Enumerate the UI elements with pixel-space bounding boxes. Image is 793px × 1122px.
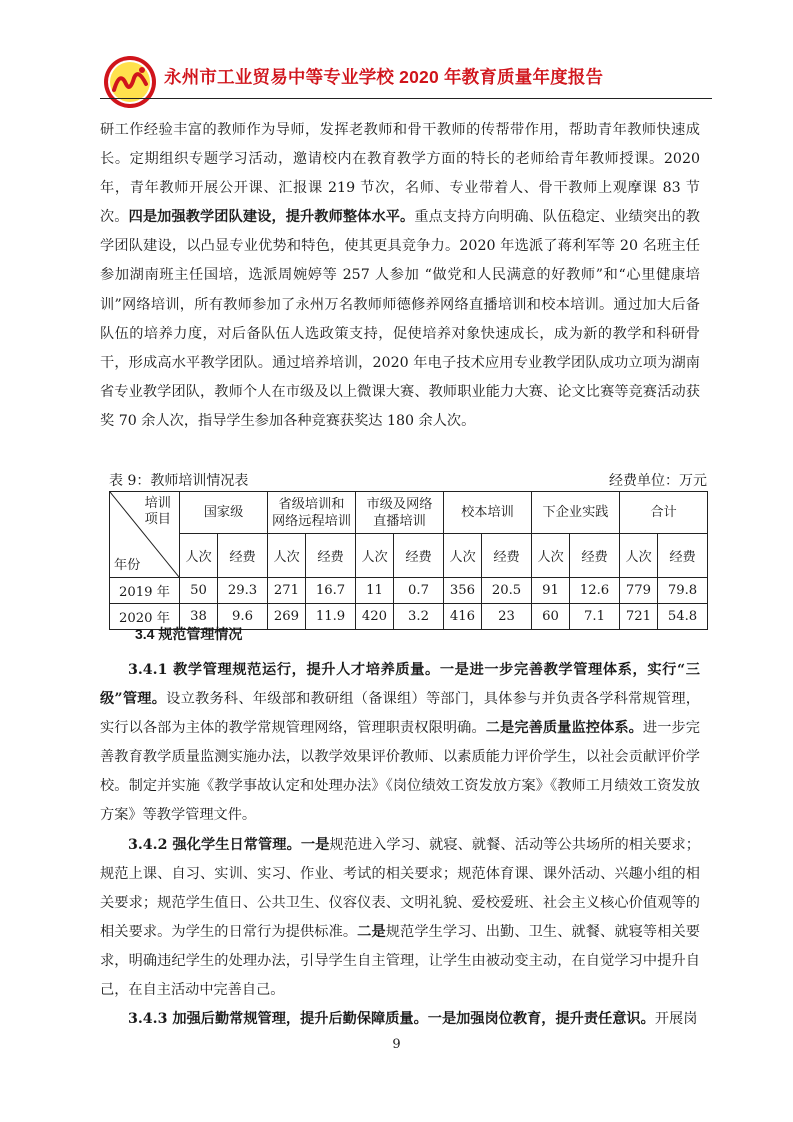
table-cell: 60 <box>532 604 570 630</box>
s341-bold: 二是完善质量监控体系。 <box>485 720 643 737</box>
table-cell: 420 <box>356 604 394 630</box>
table-cell: 3.2 <box>394 604 444 630</box>
section-body <box>100 656 700 1034</box>
table-cell: 29.3 <box>218 578 268 604</box>
training-table <box>109 491 708 630</box>
table-cell: 356 <box>444 578 482 604</box>
group-header: 合计 <box>620 492 708 534</box>
sub-header-cell: 人次 <box>180 534 218 578</box>
table-cell: 779 <box>620 578 658 604</box>
s342-bold-2: 二是 <box>357 923 386 940</box>
table-cell: 7.1 <box>570 604 620 630</box>
s342-text: 规范进入学习、就寝、就餐、活动等公共场所的相关要求；规范上课、自习、实训、实习、作业、考试的相关要求；规范体育课、课外活动、兴趣小组的相关要求；规范学生值日、公共卫生、仪容仪表、文明礼貌、爱校爱班、社会主义核心价值观等的相关要求。为学生的日常行为提供标准。 <box>100 836 700 940</box>
table-cell: 20.5 <box>482 578 532 604</box>
group-header: 国家级 <box>180 492 268 534</box>
s342-heading: 3.4.2 强化学生日常管理。 <box>128 836 301 853</box>
s342-text-2: 规范学生学习、出勤、卫生、就餐、就寝等相关要求，明确违纪学生的处理办法，引导学生自主管理，让学生由被动变主动，在自觉学习中提升自己，在自主活动中完善自己。 <box>100 923 700 999</box>
table-cell: 38 <box>180 604 218 630</box>
s341-text: 设立教务科、年级部和教研组（备课组）等部门，具体参与并负责各学科常规管理，实行以各部为主体的教学常规管理网络，管理职责权限明确。 <box>100 691 700 737</box>
table-cell: 271 <box>268 578 306 604</box>
sub-header-cell: 人次 <box>532 534 570 578</box>
table-cell: 91 <box>532 578 570 604</box>
corner-bottom-label: 年份 <box>114 558 141 573</box>
sub-header-cell: 人次 <box>268 534 306 578</box>
s343-text: 开展岗 <box>654 1011 698 1028</box>
group-header: 市级及网络 直播培训 <box>356 492 444 534</box>
sub-header-cell: 经费 <box>570 534 620 578</box>
corner-top-label: 培训 项目 <box>144 496 171 527</box>
sub-header-cell: 人次 <box>444 534 482 578</box>
sub-header-cell: 经费 <box>658 534 708 578</box>
page-number: 9 <box>392 1037 401 1052</box>
sub-header-cell: 经费 <box>394 534 444 578</box>
paragraph-342 <box>100 831 700 1006</box>
header-title: 永州市工业贸易中等专业学校 2020 年教育质量年度报告 <box>164 67 604 87</box>
sub-header-cell: 人次 <box>356 534 394 578</box>
s342-bold: 一是 <box>300 836 330 853</box>
sub-header-cell: 经费 <box>218 534 268 578</box>
table-cell: 0.7 <box>394 578 444 604</box>
table-cell: 23 <box>482 604 532 630</box>
s341-heading: 3.4.1 教学管理规范运行，提升人才培养质量。一是进一步完善教学管理体系，实行“三级”管理。 <box>100 662 700 708</box>
school-logo-icon <box>102 54 158 110</box>
table-cell: 12.6 <box>570 578 620 604</box>
s343-heading: 3.4.3 加强后勤常规管理，提升后勤保障质量。一是加强岗位教育，提升责任意识。 <box>128 1011 655 1028</box>
intro-paragraph <box>100 116 700 436</box>
table-cell: 11.9 <box>306 604 356 630</box>
sub-header-cell: 经费 <box>306 534 356 578</box>
table-unit: 经费单位：万元 <box>609 473 707 489</box>
sub-header-row <box>110 534 708 578</box>
sub-header-cell: 经费 <box>482 534 532 578</box>
sub-header-cell: 人次 <box>620 534 658 578</box>
group-header: 校本培训 <box>444 492 532 534</box>
intro-text-c: 重点支持方向明确、队伍稳定、业绩突出的教学团队建设，以凸显专业优势和特色，使其更具竞争力。2020 年选派了蒋利军等 20 名班主任参加湖南班主任国培，选派周婉婷等 257 人参加 “做党和人民满意的好教师”和“心里健康培训”网络培训，所有教师参加了永州万名教师师德修养网络直播培训和校本培训。通过加大后备队伍的培养力度，对后备队伍人选政策支持，促使培养对象快速成长，成为新的教学和科研骨干，形成高水平教学团队。通过培养培训，2020 年电子技术应用专业教学团队成功立项为湖南省专业教学团队，教师个人在市级及以上微课大赛、教师职业能力大赛、论文比赛等竞赛活动获奖 70 余人次，指导学生参加各种竞赛获奖达 180 余人次。 <box>100 209 700 429</box>
table-row <box>110 578 708 604</box>
paragraph-341 <box>100 656 700 831</box>
table-cell: 11 <box>356 578 394 604</box>
table-cell: 416 <box>444 604 482 630</box>
table-cell: 54.8 <box>658 604 708 630</box>
table-cell: 721 <box>620 604 658 630</box>
s341-text-2: 进一步完善教育教学质量监测实施办法，以教学效果评价教师、以素质能力评价学生，以社会贡献评价学校。制定并实施《教学事故认定和处理办法》《岗位绩效工资发放方案》《教师工月绩效工资发放方案》等教学管理文件。 <box>100 720 700 824</box>
table-cell: 269 <box>268 604 306 630</box>
group-header: 省级培训和 网络远程培训 <box>268 492 356 534</box>
table-cell: 9.6 <box>218 604 268 630</box>
year-cell: 2020 年 <box>110 604 180 630</box>
intro-bold: 四是加强教学团队建设，提升教师整体水平。 <box>128 209 415 226</box>
section-heading: 3.4 规范管理情况 <box>135 626 243 642</box>
page-header <box>100 54 712 100</box>
header-divider <box>100 98 712 99</box>
table-caption <box>109 470 707 490</box>
table-cell: 79.8 <box>658 578 708 604</box>
year-cell: 2019 年 <box>110 578 180 604</box>
group-header: 下企业实践 <box>532 492 620 534</box>
table-corner-cell <box>110 492 180 578</box>
table-cell: 50 <box>180 578 218 604</box>
table-cell: 16.7 <box>306 578 356 604</box>
paragraph-343 <box>100 1005 700 1034</box>
table-title: 表 9：教师培训情况表 <box>109 473 249 489</box>
intro-text-a: 研工作经验丰富的教师作为导师，发挥老教师和骨干教师的传帮带作用，帮助青年教师快速成长。定期组织专题学习活动，邀请校内在教育教学方面的特长的老师给青年教师授课。2020 年，青年教师开展公开课、汇报课 219 节次，名师、专业带着人、骨干教师上观摩课 83 节次。 <box>100 122 700 226</box>
